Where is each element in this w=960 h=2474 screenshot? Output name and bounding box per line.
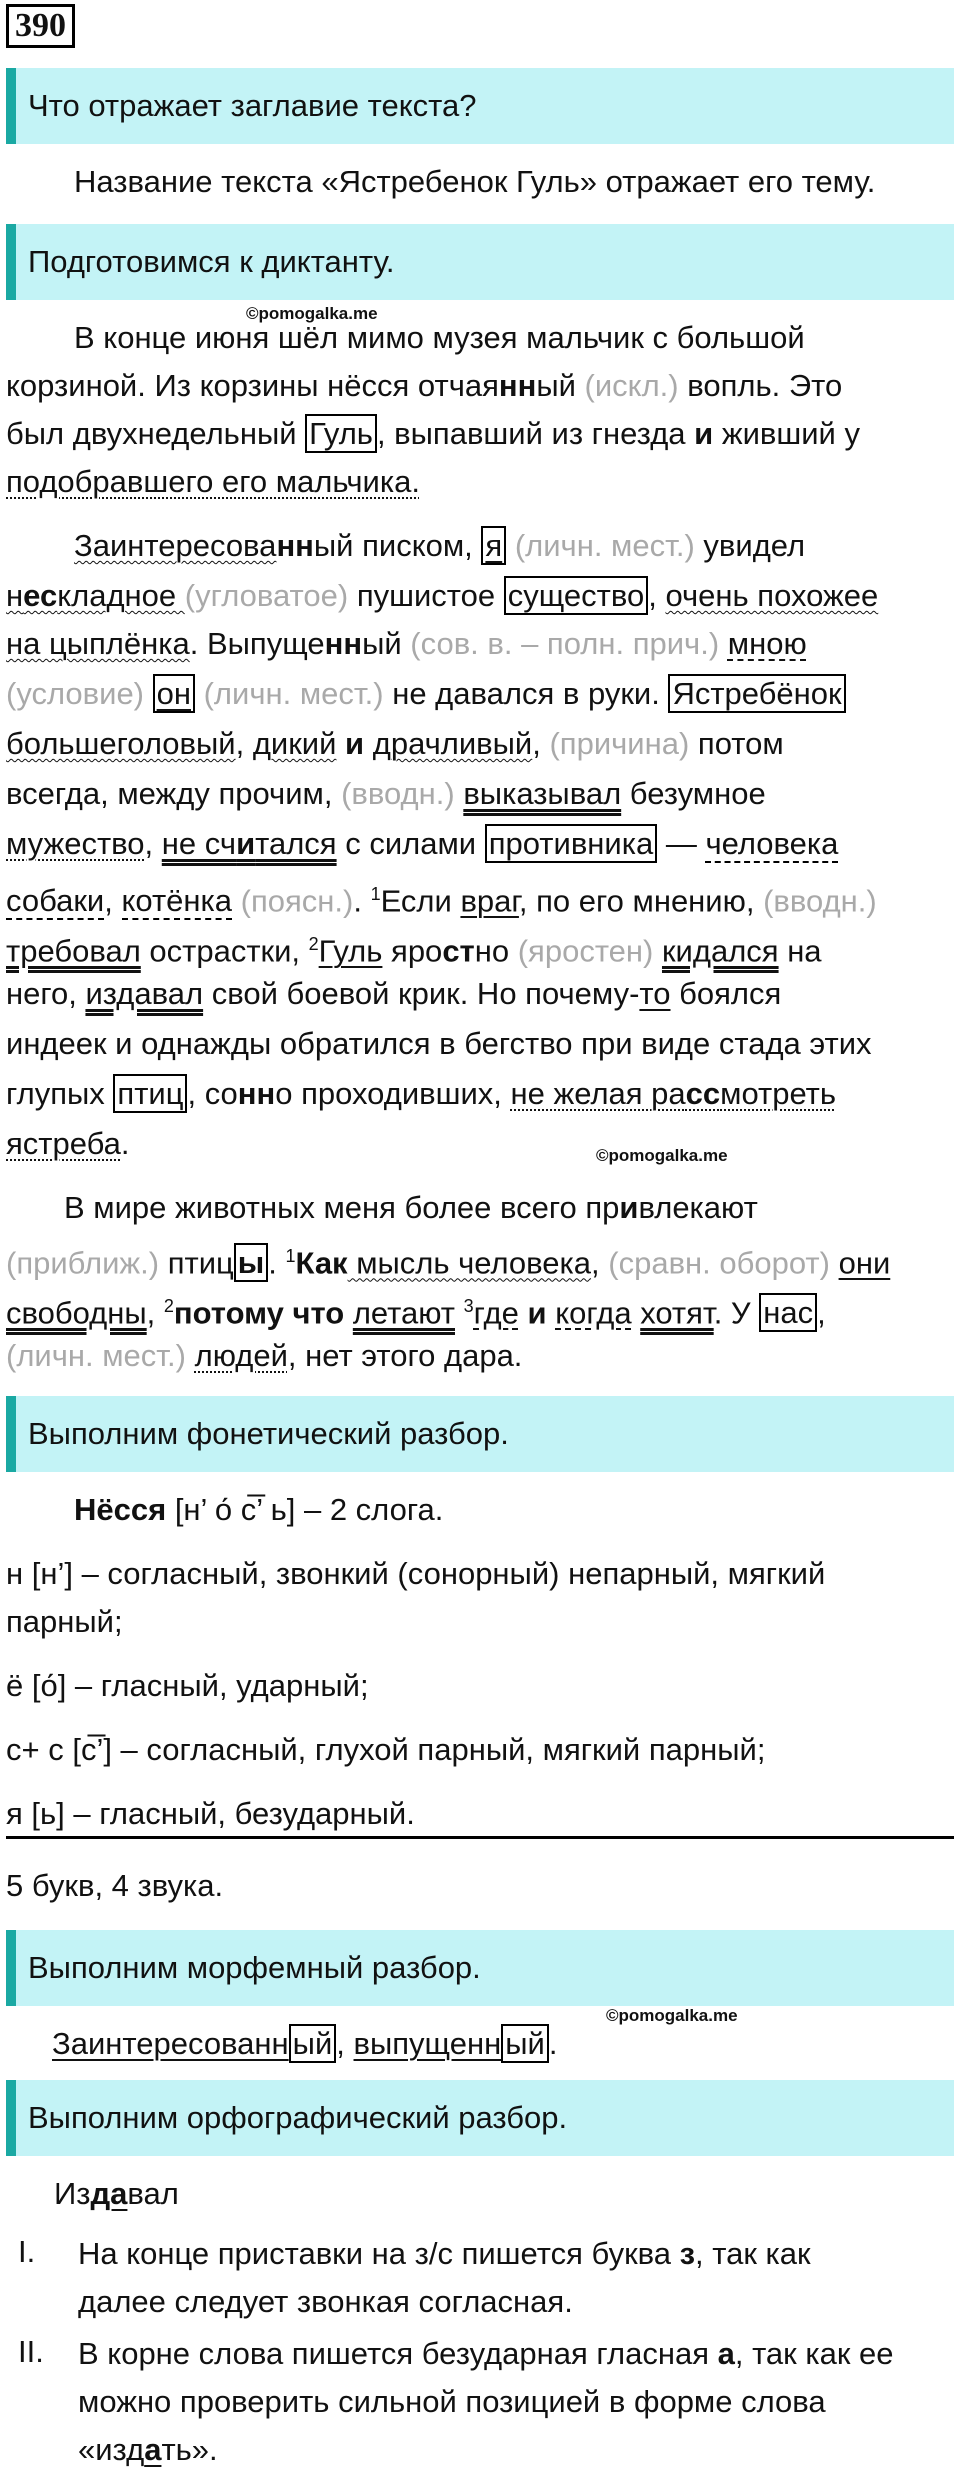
dictation-heading: Подготовимся к диктанту. bbox=[6, 224, 954, 300]
exercise-number: 390 bbox=[6, 4, 75, 48]
text-line: большеголовый, дикий и драчливый, (причина) потом bbox=[6, 726, 784, 761]
text-line: него, издавал свой боевой крик. Но почему-то боялся bbox=[6, 976, 782, 1011]
text-line: на цыплёнка. Выпущенный (сов. в. – полн. прич.) мною bbox=[6, 626, 807, 661]
text-line: ястреба. bbox=[6, 1126, 130, 1161]
text-line: свободны, $^2$потому что летают $^3$где и когда хотят. У нас , bbox=[6, 1295, 826, 1331]
text-line: (личн. мест.) людей, нет этого дара. bbox=[6, 1338, 523, 1373]
rule-text: На конце приставки на з/с пишется буква з, так как далее следует звонкая согласная. bbox=[78, 2236, 811, 2319]
text-line: Заинтересованный писком, я (личн. мест.) увидел bbox=[74, 528, 806, 563]
divider bbox=[6, 1836, 954, 1839]
phonetic-row: ё [о́] – гласный, ударный; bbox=[6, 1668, 369, 1703]
text-line: подобравшего его мальчика. bbox=[6, 464, 420, 499]
text-line: всегда, между прочим, (вводн.) выказывал безумное bbox=[6, 776, 766, 811]
text-line: требовал острастки, $^2$Гуль яростно (яростен) кидался на bbox=[6, 933, 822, 969]
rule-number: I. bbox=[18, 2234, 36, 2269]
answer-text: Название текста «Ястребенок Гуль» отражает его тему. bbox=[74, 164, 876, 199]
text-line: корзиной. Из корзины нёсся отчаянный (искл.) вопль. Это bbox=[6, 368, 843, 403]
rule-number: II. bbox=[18, 2334, 44, 2369]
text-line: глупых птиц , сонно проходивших, не желая рассмотреть bbox=[6, 1076, 837, 1111]
watermark: ©pomogalka.me bbox=[606, 2006, 738, 2025]
phonetic-summary: 5 букв, 4 звука. bbox=[6, 1868, 224, 1903]
phonetic-heading: Выполним фонетический разбор. bbox=[6, 1396, 954, 1472]
orthographic-heading: Выполним орфографический разбор. bbox=[6, 2080, 954, 2156]
text-line: мужество, не считался с силами противника — человека bbox=[6, 826, 839, 861]
text-line: индеек и однажды обратился в бегство при виде стада этих bbox=[6, 1026, 872, 1061]
text-line: (приближ.) птиц ы . $^1$Как мысль человека, (сравн. оборот) они bbox=[6, 1245, 891, 1281]
phonetic-row: парный; bbox=[6, 1604, 123, 1639]
text-line: собаки, котёнка (поясн.). $^1$Если враг, по его мнению, (вводн.) bbox=[6, 883, 877, 919]
phonetic-row: н [н’] – согласный, звонкий (сонорный) непарный, мягкий bbox=[6, 1556, 826, 1591]
phonetic-row: я [ь] – гласный, безударный. bbox=[6, 1796, 415, 1831]
watermark: ©pomogalka.me bbox=[596, 1146, 728, 1165]
question-title: Что отражает заглавие текста? bbox=[6, 68, 954, 144]
text-line: В мире животных меня более всего привлекают bbox=[64, 1190, 758, 1225]
text-line: нескладное (угловатое) пушистое существо , очень похожее bbox=[6, 578, 879, 613]
phonetic-row: с+ с [с̅’] – согласный, глухой парный, мягкий парный; bbox=[6, 1732, 766, 1767]
watermark: ©pomogalka.me bbox=[246, 304, 378, 323]
text-line: был двухнедельный Гуль , выпавший из гнезда и живший у bbox=[6, 416, 860, 451]
text-line: (условие) он (личн. мест.) не давался в руки. Ястребёнок bbox=[6, 674, 846, 714]
phonetic-transcription: Нёсся [н’ о́ с̅’ ь] – 2 слога. bbox=[74, 1492, 444, 1527]
morphemic-heading: Выполним морфемный разбор. bbox=[6, 1930, 954, 2006]
morphemic-words: Заинтересованн ый , выпущенн ый . bbox=[52, 2026, 558, 2061]
text-line: В конце июня шёл мимо музея мальчик с большой bbox=[74, 320, 805, 355]
orthographic-word: Издавал bbox=[54, 2176, 179, 2211]
rule-text: В корне слова пишется безударная гласная а, так как ее можно проверить сильной позицией в форме слова «издать». bbox=[78, 2336, 894, 2467]
